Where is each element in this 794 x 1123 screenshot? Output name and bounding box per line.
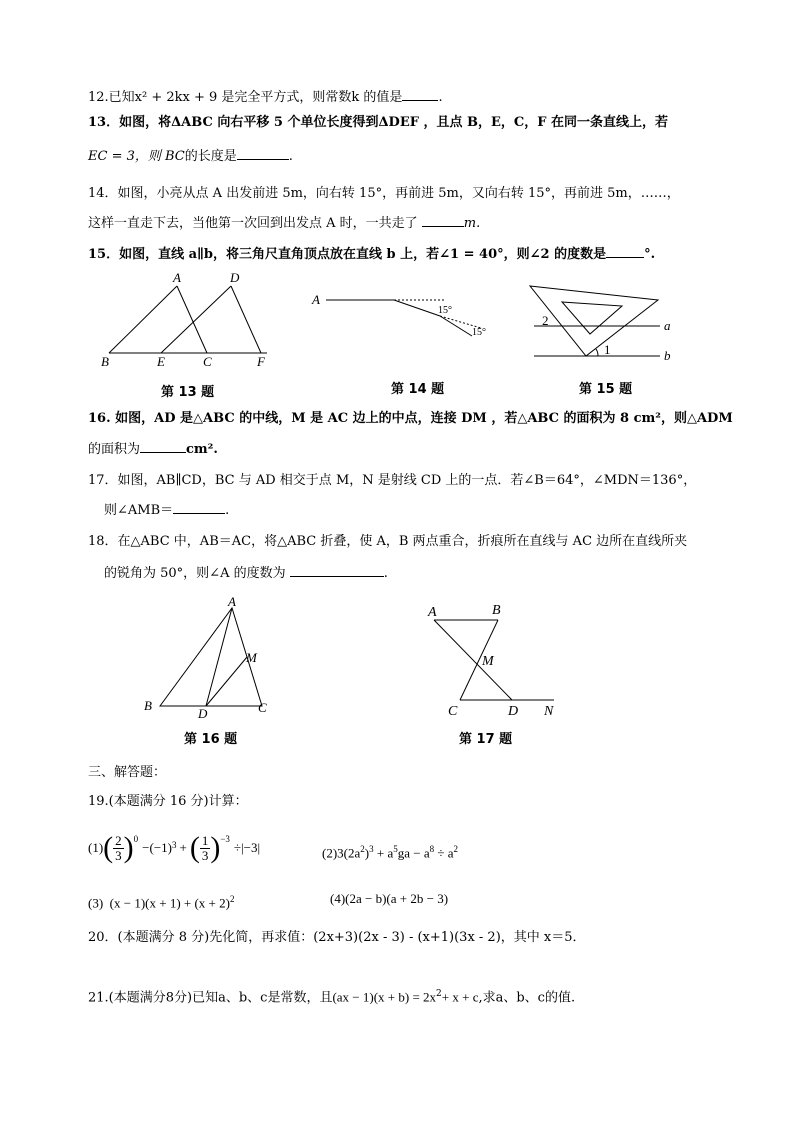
fig15-label-1: 1 (604, 342, 611, 357)
fig17-label-B: B (492, 603, 501, 618)
q19-p3-expr: (x − 1)(x + 1) + (x + 2) (109, 895, 230, 911)
question-14 (88, 185, 680, 203)
answer-blank-15[interactable] (606, 245, 644, 258)
figure-16 (138, 596, 278, 720)
fig16-label-C: C (258, 700, 267, 715)
fig14-caption: 第 14 题 (391, 382, 445, 397)
question-13-condition: EC = 3，则 (88, 149, 161, 164)
question-16-line1: 16. 如图，AD 是△ABC 的中线，M 是 AC 边上的中点，连接 DM ，若△ABC 的面积为 8 cm²，则△ADM (88, 411, 733, 426)
q19-p2-label: (2) (322, 845, 338, 861)
question-21-ask: ,求a、b、c的值. (478, 990, 576, 1006)
fig14-segment-3 (440, 316, 472, 336)
question-21-text: 21.(本题满分8分)已知a、b、c是常数，且 (88, 990, 333, 1006)
question-21-expr: (ax − 1)(x + b) = 2x (332, 989, 437, 1005)
question-15-end: °. (644, 247, 656, 262)
question-13-segment: BC (165, 149, 185, 164)
fig14-label-A: A (312, 292, 320, 307)
fig15-label-a: a (664, 318, 671, 333)
question-21: 21.(本题满分8分)已知a、b、c是常数，且$(ax - 1)(x + b) = 2x^2+ x + c$,求a、b、c的值. (88, 989, 576, 1006)
question-16-ask: 的面积为 (88, 442, 141, 457)
fig16-label-A: A (228, 596, 236, 609)
answer-blank-18[interactable] (290, 564, 384, 577)
question-14-unit: m. (463, 216, 481, 231)
fig16-label-D: D (198, 706, 208, 720)
question-17 (88, 472, 696, 490)
question-17-line1: 17．如图，AB∥CD，BC 与 AD 相交于点 M，N 是射线 CD 上的一点．若∠B＝64°，∠MDN＝136°， (88, 473, 697, 488)
question-12-end: . (438, 90, 443, 105)
question-18-ask: 的锐角为 50°，则∠A 的度数为 (104, 566, 286, 581)
fig17-label-D: D (508, 704, 519, 719)
question-19-part-2: $(2)3(2a^2)^3 + a^5ga - a^8 \div a^2$ (322, 844, 459, 861)
answer-blank-14[interactable] (422, 214, 464, 227)
fig17-segment-AD (434, 620, 512, 700)
answer-blank-13[interactable] (237, 147, 289, 160)
fig13-label-D: D (230, 270, 240, 285)
fig17-label-M: M (482, 654, 494, 669)
fig13-label-B: B (101, 354, 109, 369)
question-13-line1: 13．如图，将ΔABC 向右平移 5 个单位长度得到ΔDEF ，且点 B，E，C，F 在同一条直线上，若 (88, 115, 669, 130)
question-16-unit: cm². (186, 442, 218, 457)
q19-p1-term-2: −(−1) (142, 840, 172, 855)
q19-p4-label: (4) (330, 891, 346, 906)
question-18-line2 (104, 564, 388, 583)
question-14-ask: 这样一直走下去，当他第一次回到出发点 A 时，一共走了 (88, 216, 418, 231)
fig13-label-E: E (157, 354, 165, 369)
question-19-part-1: (1) ( $\frac{2}{3}$ ) $^0$ −(−1) $^3$ + ( $\frac{1}{3}$ ) $^{-3}$ ÷|−3| (88, 831, 261, 864)
question-18 (88, 533, 687, 551)
fig13-side-BA (109, 286, 177, 353)
fig15-triangle-inner (562, 302, 622, 334)
q19-p1-fraction-1: $\frac{2}{3}$ (115, 832, 122, 863)
answer-blank-16[interactable] (140, 440, 186, 453)
q19-p1-plus: + (179, 840, 187, 855)
fig15-caption: 第 15 题 (579, 382, 633, 397)
question-18-line1: 18．在△ABC 中，AB＝AC，将△ABC 折叠，使 A，B 两点重合，折痕所在直线与 AC 边所在直线所夹 (88, 534, 688, 549)
q19-p4-expr: (2a − b)(a + 2b − 3) (345, 891, 449, 906)
section-3-heading: 三、解答题： (88, 765, 167, 780)
question-19-part-3: (3) $(x - 1)(x + 1) + (x + 2)^2$ (88, 894, 235, 911)
fig17-label-N: N (544, 704, 554, 719)
question-20: 20．(本题满分 8 分)先化简，再求值：(2x+3)(2x - 3) - (x+1)(3x - 2)，其中 x＝5． (88, 930, 586, 945)
q19-p1-exp-1: 0 (133, 834, 139, 844)
q19-p1-exp-2: 3 (172, 840, 177, 850)
fig17-caption: 第 17 题 (459, 732, 513, 747)
fig15-label-b: b (664, 348, 671, 363)
figure-17 (420, 598, 570, 720)
fig13-label-F: F (257, 354, 265, 369)
fig14-angle-1: 15° (438, 305, 452, 316)
answer-blank-17[interactable] (173, 501, 225, 514)
fig16-label-B: B (144, 698, 152, 713)
fig17-label-C: C (448, 704, 458, 719)
fig16-label-M: M (246, 650, 257, 665)
fig16-caption: 第 16 题 (184, 732, 238, 747)
fig13-label-A: A (173, 270, 181, 285)
fig13-label-C: C (203, 354, 212, 369)
question-14-line1: 14．如图，小亮从点 A 出发前进 5m，向右转 15°，再前进 5m，又向右转 15°，再前进 5m，……， (88, 186, 680, 201)
fig15-angle-1-arc (596, 349, 598, 356)
question-13-end: . (288, 149, 293, 164)
fig13-side-AC (177, 286, 207, 353)
q19-p1-label: (1) (88, 840, 104, 855)
figure-14 (306, 288, 496, 348)
q19-p1-exp-3: −3 (220, 834, 230, 844)
fig16-median-AD (206, 608, 232, 706)
figure-15 (520, 276, 680, 364)
fig17-label-A: A (428, 605, 437, 620)
q19-p1-tail: ÷|−3| (233, 840, 261, 855)
question-19-part-4 (330, 890, 448, 908)
fig15-triangle-outer (530, 286, 658, 356)
fig14-segment-2 (394, 300, 440, 316)
fig15-label-2: 2 (542, 313, 549, 328)
figure-13 (95, 268, 285, 372)
fig13-side-ED (161, 286, 231, 353)
question-12-text: 12.已知x² + 2kx + 9 是完全平方式，则常数k 的值是 (88, 90, 403, 105)
answer-blank-12[interactable] (402, 88, 438, 101)
question-16-line2 (88, 440, 218, 459)
q19-p3-label: (3) (88, 895, 104, 911)
fig13-caption: 第 13 题 (161, 385, 215, 400)
question-13-ask: 的长度是 (184, 149, 237, 164)
question-17-ask: 则∠AMB＝ (104, 503, 174, 518)
question-13 (88, 114, 668, 132)
question-16 (88, 410, 733, 428)
question-19-title: 19.(本题满分 16 分)计算： (88, 794, 248, 809)
question-14-line2 (88, 214, 480, 233)
question-17-line2 (104, 501, 229, 520)
question-15-text: 15．如图，直线 a∥b，将三角尺直角顶点放在直线 b 上，若∠1 = 40°，则∠2 的度数是 (88, 247, 607, 262)
question-13-line2 (88, 147, 293, 166)
q19-p1-fraction-2: $\frac{1}{3}$ (201, 832, 209, 863)
question-12 (88, 88, 443, 107)
question-15 (88, 245, 655, 264)
question-18-end: . (383, 566, 388, 581)
question-17-end: . (225, 503, 230, 518)
fig13-side-DF (231, 286, 261, 353)
q19-p2-expr-1: 3(2a (337, 845, 361, 861)
fig14-angle-2: 15° (472, 327, 486, 338)
